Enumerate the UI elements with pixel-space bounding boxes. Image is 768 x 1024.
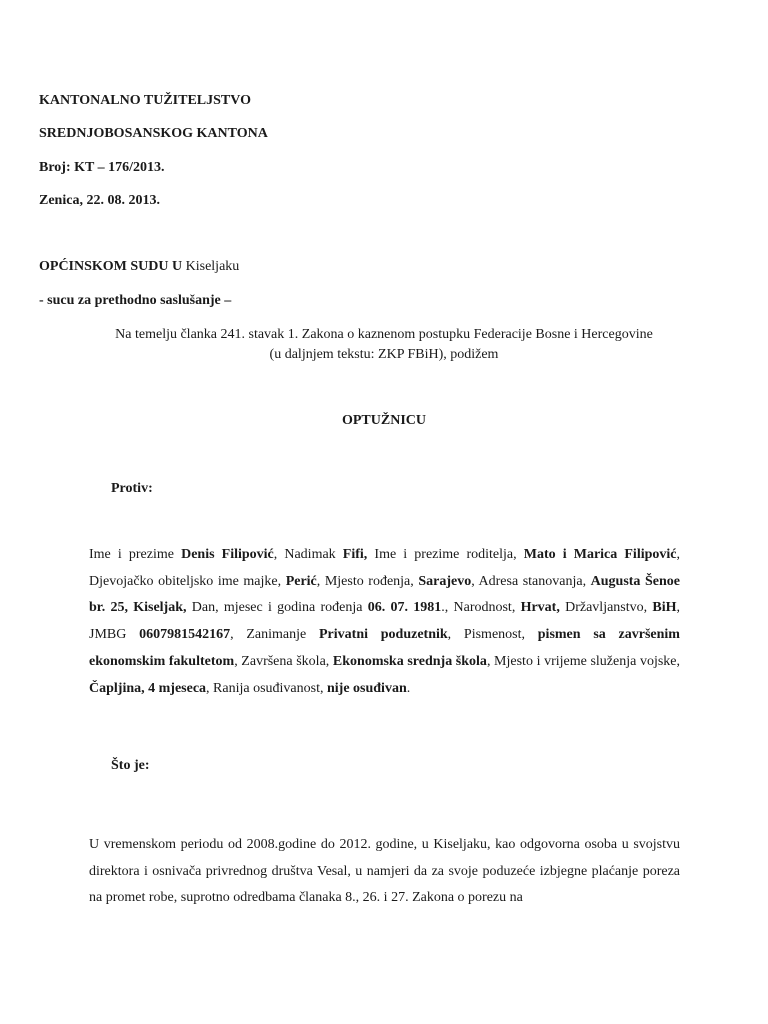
label-school: , Završena škola, <box>234 653 333 669</box>
value-criminal-record: nije osuđivan <box>326 680 407 696</box>
prosecutor-office-name: KANTONALNO TUŽITELJSTVO <box>39 93 251 108</box>
against-label: Protiv: <box>111 481 153 496</box>
label-criminal-record: , Ranija osuđivanost, <box>206 680 327 696</box>
addressee-court <box>39 259 239 275</box>
court-prefix: OPĆINSKOM SUDU U <box>39 259 183 274</box>
label-birthdate: Dan, mjesec i godina rođenja <box>186 600 368 616</box>
value-birthplace: Sarajevo <box>418 573 472 589</box>
place-and-date: Zenica, 22. 08. 2013. <box>39 193 160 208</box>
label-literacy: , Pismenost, <box>447 627 538 643</box>
label-birthplace: , Mjesto rođenja, <box>316 573 419 589</box>
value-address: Augusta Šenoe br. 25, Kiseljak, <box>89 573 680 616</box>
legal-basis-line-1: Na temelju članka 241. stavak 1. Zakona o kaznenom postupku Federacije Bosne i Hercegovine <box>115 327 653 342</box>
value-citizenship: BiH <box>652 600 677 616</box>
charge-paragraph: U vremenskom periodu od 2008.godine do 2012. godine, u Kiseljaku, kao odgovorna osoba u svojstvu direktora i osnivača privrednog društva Vesal, u namjeri da za svoje poduzeće izbjegne plaćanje poreza na promet robe, suprotno odredbama članaka 8., 26. i 27. Zakona o porezu na <box>89 837 680 906</box>
label-military-service: , Mjesto i vrijeme služenja vojske, <box>486 653 680 669</box>
label-address: , Adresa stanovanja, <box>471 573 591 589</box>
value-military-service: Čapljina, 4 mjeseca <box>89 680 207 696</box>
legal-basis-line-2: (u daljnjem tekstu: ZKP FBiH), podižem <box>269 347 499 362</box>
label-name: Ime i prezime <box>89 547 182 562</box>
label-parents: Ime i prezime roditelja, <box>367 547 524 562</box>
value-school: Ekonomska srednja škola <box>332 653 487 669</box>
label-citizenship: Državljanstvo, <box>559 600 653 616</box>
paragraph-end-period: . <box>406 680 411 696</box>
value-name: Denis Filipović <box>181 547 274 562</box>
case-number: Broj: KT – 176/2013. <box>39 160 165 175</box>
value-parents: Mato i Marica Filipović <box>523 547 677 562</box>
value-birthdate: 06. 07. 1981 <box>367 600 442 616</box>
label-nationality: ., Narodnost, <box>441 600 521 616</box>
label-nickname: , Nadimak <box>273 547 343 562</box>
charge-label: Što je: <box>111 758 150 773</box>
label-mother-maiden-name: , Djevojačko obiteljsko ime majke, <box>89 547 680 589</box>
value-nickname: Fifi, <box>342 547 368 562</box>
value-mother-maiden-name: Perić <box>285 573 317 589</box>
label-occupation: , Zanimanje <box>230 627 319 643</box>
value-jmbg: 0607981542167 <box>139 627 231 643</box>
accused-details-paragraph <box>89 542 680 702</box>
label-jmbg: , JMBG <box>89 600 681 643</box>
value-occupation: Privatni poduzetnik <box>319 627 448 643</box>
addressee-judge: - sucu za prethodno saslušanje – <box>39 293 232 308</box>
value-literacy: pismen sa završenim ekonomskim fakultetom <box>89 627 680 669</box>
court-city: Kiseljaku <box>182 259 240 274</box>
document-title: OPTUŽNICU <box>341 413 426 428</box>
canton-name: SREDNJOBOSANSKOG KANTONA <box>39 126 268 141</box>
value-nationality: Hrvat, <box>520 600 560 616</box>
